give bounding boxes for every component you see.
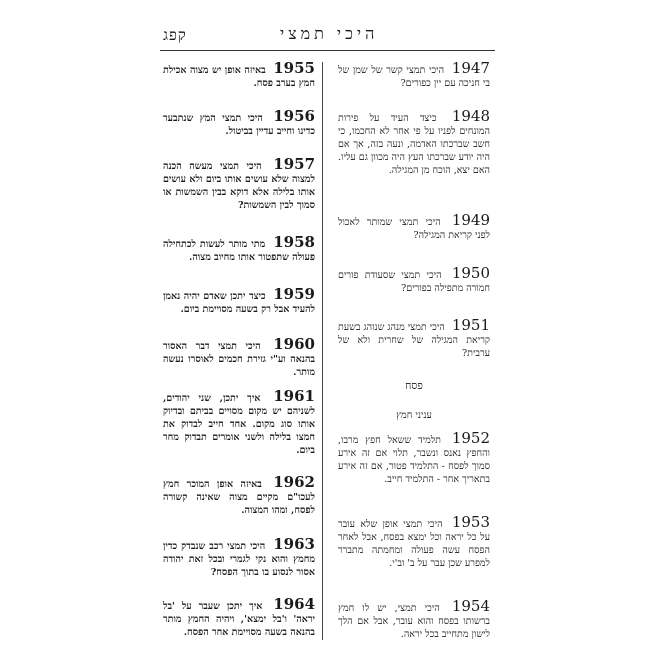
question-number: 1958 bbox=[273, 233, 315, 251]
question-entry bbox=[163, 335, 315, 379]
question-text: באיזה אופן המוכר חמץ לעכו"ם מקיים מצוה שאינה קשורה לפסח, ומהו המצוה. bbox=[163, 479, 315, 516]
question-entry bbox=[163, 473, 315, 517]
question-entry bbox=[338, 597, 490, 641]
question-number: 1964 bbox=[273, 595, 316, 613]
question-entry bbox=[338, 59, 490, 90]
question-entry bbox=[163, 107, 315, 138]
question-number: 1959 bbox=[273, 285, 315, 303]
question-number: 1950 bbox=[451, 264, 490, 282]
header-rule bbox=[160, 50, 495, 51]
question-entry bbox=[338, 211, 490, 242]
question-text: היכי תמצי קשר של שמן של בי חניכה עם יין כפורים? bbox=[338, 65, 490, 89]
question-text: היכי תמצי רכב שנבדק כדין מחמץ והוא נקי לגמרי ובכל זאת יהודה אסור לנסוע בו בתוך הפסח? bbox=[163, 541, 315, 578]
question-text: איך יתכן, שני יהודים, לשניהם יש מקום מסויים בביתם ובדיוק אותו סוג מקום. אחד חייב לבדוק את חמצו בלילה ולשני אומרים תבדוק מחר ביום. bbox=[163, 393, 315, 456]
question-text: היכי תמצי מעשה הכנה למצוה שלא עושים אותו ביום ולא עושים אותו בלילה אלא דוקא בבין השמשות או סמוך לבין השמשות? bbox=[163, 161, 315, 211]
question-entry bbox=[163, 285, 315, 316]
question-entry bbox=[163, 155, 316, 212]
question-text: באיזה אופן יש מצוה אכילת חמץ בערב פסח. bbox=[163, 65, 315, 89]
page-number: קפג bbox=[163, 26, 187, 44]
question-number: 1947 bbox=[451, 59, 490, 77]
question-entry bbox=[338, 513, 490, 570]
question-entry bbox=[338, 107, 490, 177]
running-head: היכי תמצי bbox=[280, 24, 379, 43]
question-entry bbox=[338, 429, 490, 486]
question-entry bbox=[163, 595, 316, 639]
question-number: 1961 bbox=[273, 387, 315, 405]
question-number: 1949 bbox=[451, 211, 490, 229]
subsection-title: עניני חמץ bbox=[396, 410, 432, 421]
question-number: 1962 bbox=[273, 473, 315, 491]
question-entry bbox=[163, 59, 315, 90]
section-title: פסח bbox=[405, 380, 423, 392]
question-text: מתי מותר לעשות לכתחילה פעולה שתפטור אותו מחיוב מצוה. bbox=[163, 239, 315, 263]
question-number: 1951 bbox=[451, 316, 490, 334]
question-text: תלמיד ששאל חפץ מרבו, והחפץ נאנס ונשבר, תלוי אם זה אירע סמוך לפסח - התלמיד פטור, אם זה אירע בתאריך אחר - התלמיד חייב. bbox=[338, 435, 490, 485]
question-number: 1953 bbox=[451, 513, 490, 531]
question-number: 1960 bbox=[273, 335, 315, 353]
question-number: 1956 bbox=[273, 107, 315, 125]
question-number: 1948 bbox=[451, 107, 490, 125]
question-number: 1952 bbox=[451, 429, 490, 447]
question-number: 1954 bbox=[451, 597, 490, 615]
question-text: היכי תמצי שסעודת פורים חמורה מתפילה בפורים? bbox=[338, 270, 490, 294]
question-text: כיצד העיד על פירות המונחים לפניו על פי אחר לא החכמו, כי חשב שברכתו האדמה, ונעה בזה, אך אם היה יודע שברכתו העץ היה מכוון גם עליו. האם יצא, הוכח מן המגילה. bbox=[338, 113, 490, 176]
question-text: היכי תמצי אופן שלא עובר על כל יראה וכל ימצא בפסח, אבל לאחר הפסח עשה פעולה ומחמתה מתברר למפרע שכן עבר על ב' וב'י. bbox=[338, 519, 490, 569]
question-entry bbox=[163, 535, 315, 579]
question-text: היכי תמצי המץ שנתבער כדינו וחייב עדיין בביטול. bbox=[163, 113, 315, 137]
question-entry bbox=[338, 316, 490, 360]
question-text: היכי תמצי, יש לו חמץ ברשותו בפסח והוא עובר, אבל אם הלך לישון מתחייב בכל יראה. bbox=[338, 603, 490, 640]
question-number: 1963 bbox=[273, 535, 315, 553]
question-text: איך יתכן שעבר על 'בל יראה' ו'בל ימצא', ויהיה החמץ מותר בהנאה בשעה מסויימת אחר הפסח. bbox=[163, 601, 315, 638]
question-entry bbox=[338, 264, 490, 295]
question-number: 1955 bbox=[273, 59, 315, 77]
question-text: היכי תמצי דבר האסור בהנאה וע"י גזירת חכמים לאוסרו נעשה מותר. bbox=[163, 341, 315, 378]
question-text: כיצד יתכן שאדם יהיה נאמן להעיד אבל רק בשעה מסויימת ביום. bbox=[163, 291, 315, 315]
question-entry bbox=[163, 233, 315, 264]
question-entry bbox=[163, 387, 315, 457]
question-number: 1957 bbox=[273, 155, 316, 173]
question-text: היכי תמצי שמותר לאכול לפני קריאת המגילה? bbox=[338, 217, 490, 241]
column-divider bbox=[322, 62, 323, 640]
question-text: היכי תמצי מנהג שנוהג בשעת קריאת המגילה של שחרית ולא של ערבית? bbox=[338, 322, 490, 359]
